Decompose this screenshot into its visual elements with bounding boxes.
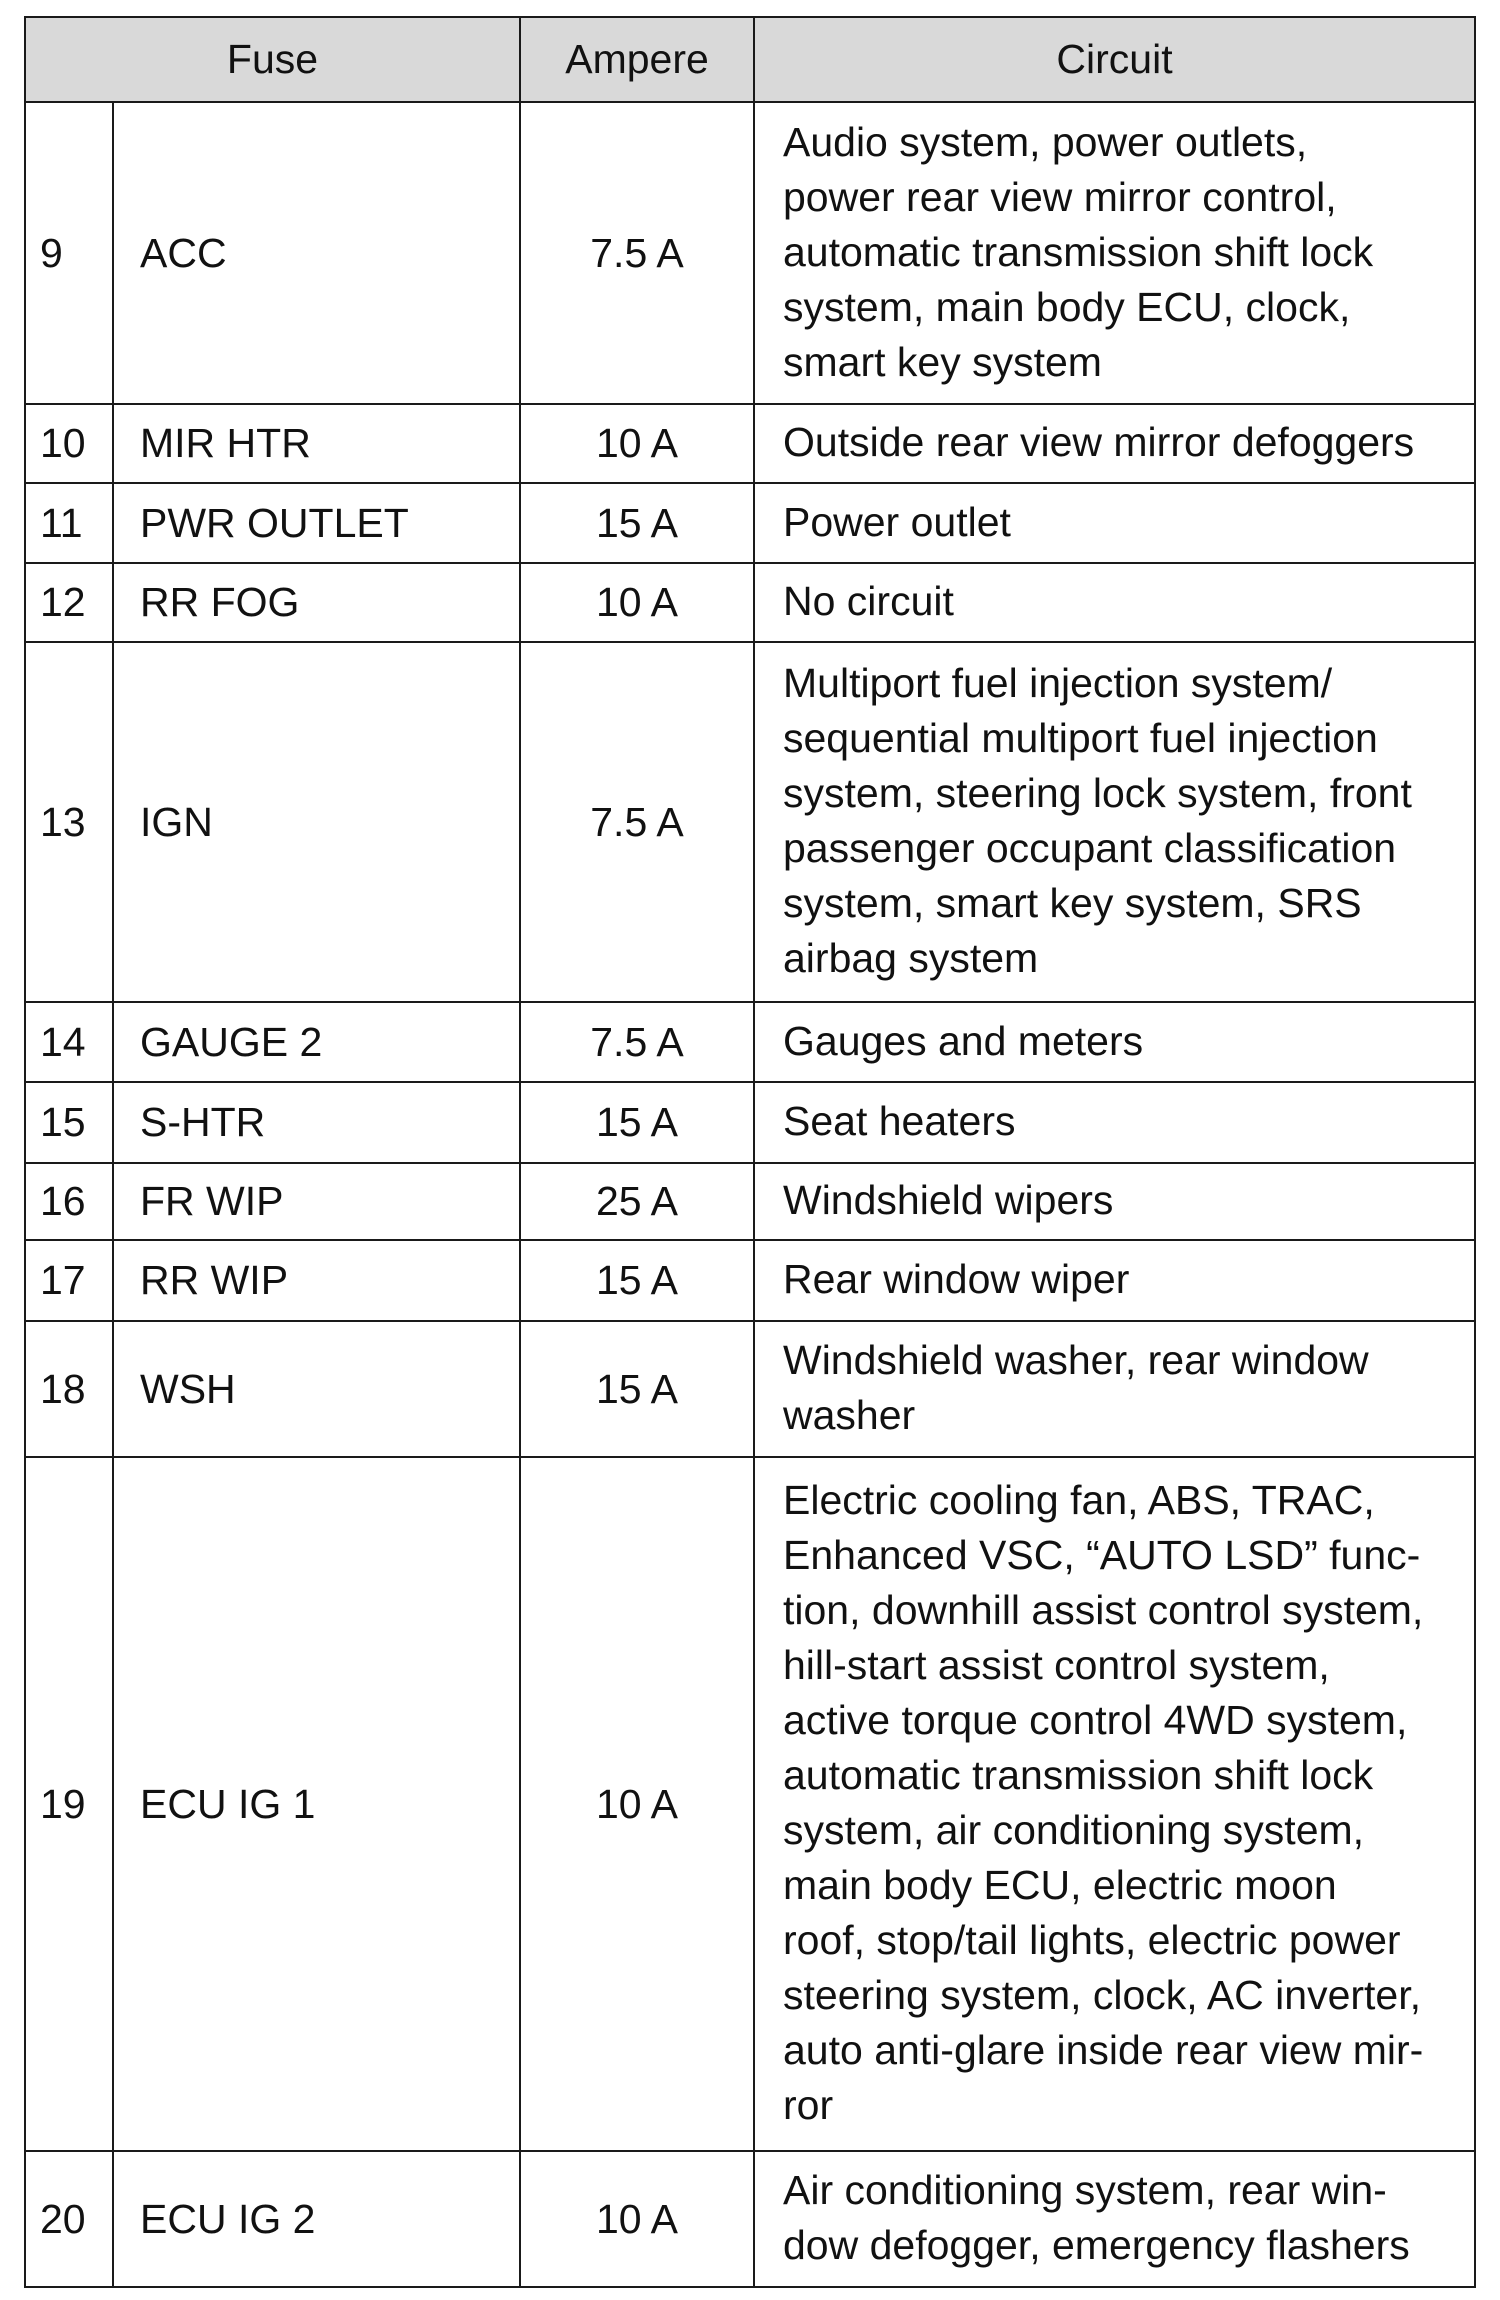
fuse-name: RR FOG [113, 563, 520, 642]
circuit-line: main body ECU, electric moon [783, 1862, 1337, 1908]
fuse-number: 10 [25, 404, 113, 483]
circuit-line: Outside rear view mirror defoggers [783, 419, 1415, 465]
circuit-line: Air conditioning system, rear win- [783, 2167, 1387, 2213]
table-row [25, 2151, 1475, 2287]
fuse-number: 15 [25, 1082, 113, 1163]
fuse-ampere: 10 A [520, 1457, 754, 2151]
header-fuse: Fuse [25, 17, 520, 102]
fuse-circuit [754, 483, 1475, 563]
circuit-line: airbag system [783, 935, 1039, 981]
header-circuit: Circuit [754, 17, 1475, 102]
fuse-circuit [754, 563, 1475, 642]
table-row [25, 1082, 1475, 1163]
fuse-name: ACC [113, 102, 520, 404]
fuse-ampere: 15 A [520, 1082, 754, 1163]
table-row [25, 1163, 1475, 1240]
circuit-line: system, smart key system, SRS [783, 880, 1362, 926]
circuit-line: roof, stop/tail lights, electric power [783, 1917, 1401, 1963]
fuse-circuit [754, 1002, 1475, 1082]
fuse-ampere: 10 A [520, 2151, 754, 2287]
circuit-line: system, steering lock system, front [783, 770, 1412, 816]
fuse-table [24, 16, 1476, 2288]
fuse-ampere: 10 A [520, 404, 754, 483]
fuse-name: RR WIP [113, 1240, 520, 1321]
fuse-ampere: 10 A [520, 563, 754, 642]
table-row [25, 483, 1475, 563]
fuse-name: ECU IG 2 [113, 2151, 520, 2287]
fuse-number: 13 [25, 642, 113, 1002]
fuse-circuit [754, 1240, 1475, 1321]
fuse-circuit [754, 102, 1475, 404]
fuse-circuit [754, 2151, 1475, 2287]
fuse-circuit [754, 1457, 1475, 2151]
circuit-line: dow defogger, emergency flashers [783, 2222, 1410, 2268]
circuit-line: No circuit [783, 578, 954, 624]
table-row [25, 642, 1475, 1002]
circuit-line: steering system, clock, AC inverter, [783, 1972, 1422, 2018]
circuit-line: tion, downhill assist control system, [783, 1587, 1424, 1633]
circuit-line: Gauges and meters [783, 1017, 1144, 1064]
fuse-name: IGN [113, 642, 520, 1002]
circuit-line: Windshield wipers [783, 1177, 1114, 1223]
fuse-number: 14 [25, 1002, 113, 1082]
fuse-ampere: 7.5 A [520, 1002, 754, 1082]
fuse-number: 9 [25, 102, 113, 404]
fuse-name: PWR OUTLET [113, 483, 520, 563]
circuit-line: system, air conditioning system, [783, 1807, 1365, 1853]
table-row [25, 404, 1475, 483]
fuse-number: 11 [25, 483, 113, 563]
fuse-number: 20 [25, 2151, 113, 2287]
fuse-circuit [754, 1321, 1475, 1457]
fuse-name: MIR HTR [113, 404, 520, 483]
fuse-circuit [754, 1082, 1475, 1163]
header-ampere: Ampere [520, 17, 754, 102]
circuit-line: Power outlet [783, 498, 1011, 545]
fuse-circuit [754, 404, 1475, 483]
circuit-line: system, main body ECU, clock, [783, 283, 1351, 330]
table-row [25, 102, 1475, 404]
table-row [25, 1240, 1475, 1321]
circuit-line: power rear view mirror control, [783, 173, 1337, 220]
circuit-line: Seat heaters [783, 1098, 1016, 1144]
circuit-line: Rear window wiper [783, 1256, 1130, 1302]
fuse-ampere: 15 A [520, 1321, 754, 1457]
circuit-line: hill-start assist control system, [783, 1642, 1330, 1688]
fuse-name: FR WIP [113, 1163, 520, 1240]
table-row [25, 1002, 1475, 1082]
circuit-line: smart key system [783, 338, 1102, 385]
circuit-line: Multiport fuel injection system/ [783, 660, 1333, 706]
circuit-line: Audio system, power outlets, [783, 118, 1308, 165]
circuit-line: washer [783, 1392, 916, 1438]
fuse-ampere: 25 A [520, 1163, 754, 1240]
circuit-line: passenger occupant classification [783, 825, 1397, 871]
fuse-number: 19 [25, 1457, 113, 2151]
circuit-line: Enhanced VSC, “AUTO LSD” func- [783, 1532, 1421, 1578]
fuse-number: 17 [25, 1240, 113, 1321]
fuse-name: WSH [113, 1321, 520, 1457]
fuse-ampere: 15 A [520, 483, 754, 563]
table-row [25, 1457, 1475, 2151]
fuse-ampere: 7.5 A [520, 102, 754, 404]
fuse-name: S-HTR [113, 1082, 520, 1163]
circuit-line: ror [783, 2082, 834, 2128]
circuit-line: Windshield washer, rear window [783, 1337, 1369, 1383]
circuit-line: auto anti-glare inside rear view mir- [783, 2027, 1424, 2073]
fuse-ampere: 15 A [520, 1240, 754, 1321]
fuse-circuit [754, 1163, 1475, 1240]
header-row [25, 17, 1475, 102]
circuit-line: automatic transmission shift lock [783, 228, 1374, 275]
table-row [25, 1321, 1475, 1457]
fuse-ampere: 7.5 A [520, 642, 754, 1002]
fuse-name: GAUGE 2 [113, 1002, 520, 1082]
circuit-line: active torque control 4WD system, [783, 1697, 1408, 1743]
circuit-line: sequential multiport fuel injection [783, 715, 1378, 761]
table-row [25, 563, 1475, 642]
fuse-number: 18 [25, 1321, 113, 1457]
fuse-circuit [754, 642, 1475, 1002]
fuse-number: 16 [25, 1163, 113, 1240]
fuse-number: 12 [25, 563, 113, 642]
fuse-name: ECU IG 1 [113, 1457, 520, 2151]
circuit-line: automatic transmission shift lock [783, 1752, 1374, 1798]
circuit-line: Electric cooling fan, ABS, TRAC, [783, 1477, 1375, 1523]
